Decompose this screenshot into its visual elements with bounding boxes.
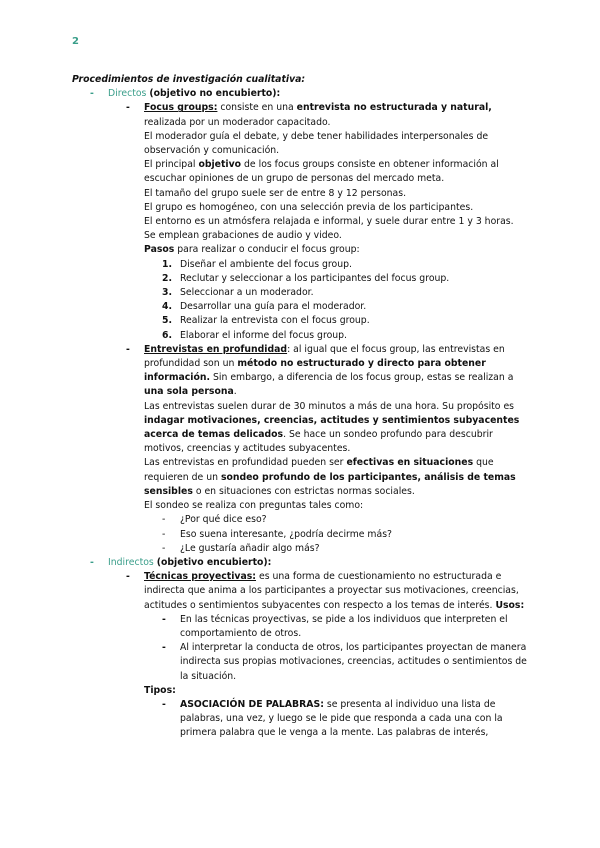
focus-text: consiste en una: [217, 102, 297, 114]
focus-paragraph: El principal objetivo de los focus groups consiste en obtener información al escuchar opiniones de un grupo de personas del mercado meta.: [144, 159, 499, 185]
document-body: [72, 73, 532, 741]
section-title: Procedimientos de investigación cualitativa:: [72, 74, 306, 85]
dash-bullet: -: [126, 102, 130, 114]
list-item: 5. Realizar la entrevista con el focus group.: [162, 315, 370, 327]
list-item: - ASOCIACIÓN DE PALABRAS: se presenta al individuo una lista de palabras, una vez, y luego se le pide que responda a cada una con la primera palabra que le venga a la mente. Las palabras de interés,: [162, 698, 503, 739]
list-item: 6. Elaborar el informe del focus group.: [162, 329, 348, 341]
directos-heading: [90, 87, 532, 101]
tecnicas-term: Técnicas proyectivas:: [144, 571, 257, 583]
focus-paragraph: El tamaño del grupo suele ser de entre 8 y 12 personas.: [144, 187, 407, 199]
focus-paragraph: El grupo es homogéneo, con una selección previa de los participantes.: [144, 201, 474, 213]
entrevistas-term: Entrevistas en profundidad: [144, 343, 288, 355]
entrevistas-paragraph: Las entrevistas suelen durar de 30 minutos a más de una hora. Su propósito es indagar motivaciones, creencias, actitudes y sentimientos subyacentes acerca de temas delicados. Se hace un sondeo profundo para descubrir motivos, creencias y actitudes subyacentes.: [144, 400, 520, 455]
focus-bold: entrevista no estructurada y natural,: [296, 102, 492, 114]
list-item: - ¿Le gustaría añadir algo más?: [162, 542, 320, 554]
list-item: - Eso suena interesante, ¿podría decirme más?: [162, 528, 392, 540]
questions-list: [72, 513, 532, 556]
tipos-label: Tipos:: [144, 684, 176, 696]
directos-label: Directos: [108, 88, 147, 100]
focus-paragraph: El moderador guía el debate, y debe tener habilidades interpersonales de observación y comunicación.: [144, 130, 489, 157]
entrevistas-paragraph: El sondeo se realiza con preguntas tales como:: [144, 500, 364, 512]
tipos-list: [72, 698, 532, 741]
pasos-line: Pasos para realizar o conducir el focus group:: [144, 244, 360, 256]
dash-bullet: -: [126, 343, 130, 355]
entrevistas-item: - Entrevistas en profundidad: al igual que el focus group, las entrevistas en profundidad son un método no estructurado y directo para obtener información. Sin embargo, a diferencia de los focus group, estas se realizan a una sola persona. Las entrevistas suelen durar de 30 minutos a más de una hora. Su propósito es indagar motivaciones, creencias, actitudes y sentimientos subyacentes acerca de temas delicados. Se hace un sondeo profundo para descubrir motivos, creencias y actitudes subyacentes. Las entrevistas en profundidad pueden ser efectivas en situaciones que requieren de un sondeo profundo de los participantes, análisis de temas sensibles o en situaciones con estrictas normas sociales. El sondeo se realiza con preguntas tales como:: [126, 343, 532, 513]
focus-groups-item: [126, 101, 532, 257]
list-item: - ¿Por qué dice eso?: [162, 514, 267, 526]
page-number: 2: [72, 36, 79, 47]
list-item: - En las técnicas proyectivas, se pide a los individuos que interpreten el comportamiento de otros.: [162, 613, 508, 639]
dash-bullet: -: [90, 556, 94, 568]
indirectos-heading: [90, 556, 532, 570]
usos-list: [72, 613, 532, 684]
pasos-list: [72, 258, 532, 343]
focus-paragraph: Se emplean grabaciones de audio y video.: [144, 230, 342, 242]
focus-text: realizada por un moderador capacitado.: [144, 116, 331, 128]
directos-note: (objetivo no encubierto):: [149, 88, 281, 100]
entrevistas-paragraph: Las entrevistas en profundidad pueden ser efectivas en situaciones que requieren de un sondeo profundo de los participantes, análisis de temas sensibles o en situaciones con estrictas normas sociales.: [144, 457, 516, 497]
list-item: 4. Desarrollar una guía para el moderador.: [162, 301, 367, 313]
focus-groups-term: Focus groups:: [144, 102, 218, 114]
list-item: - Al interpretar la conducta de otros, los participantes proyectan de manera indirecta sus propias motivaciones, creencias, actitudes o sentimientos de la situación.: [162, 642, 527, 682]
indirectos-label: Indirectos: [108, 556, 154, 568]
list-item: 1. Diseñar el ambiente del focus group.: [162, 258, 352, 270]
list-item: 3. Seleccionar a un moderador.: [162, 287, 314, 299]
indirectos-note: (objetivo encubierto):: [156, 556, 272, 568]
tecnicas-item: - Técnicas proyectivas: es una forma de cuestionamiento no estructurada e indirecta que anima a los participantes a proyectar sus motivaciones, creencias, actitudes o sentimientos subyacentes con respecto a los temas de interés. Usos:: [126, 570, 532, 613]
focus-paragraph: El entorno es un atmósfera relajada e informal, y suele durar entre 1 y 3 horas.: [144, 216, 514, 228]
dash-bullet: -: [126, 571, 130, 583]
list-item: 2. Reclutar y seleccionar a los participantes del focus group.: [162, 272, 450, 284]
dash-bullet: -: [90, 88, 94, 100]
